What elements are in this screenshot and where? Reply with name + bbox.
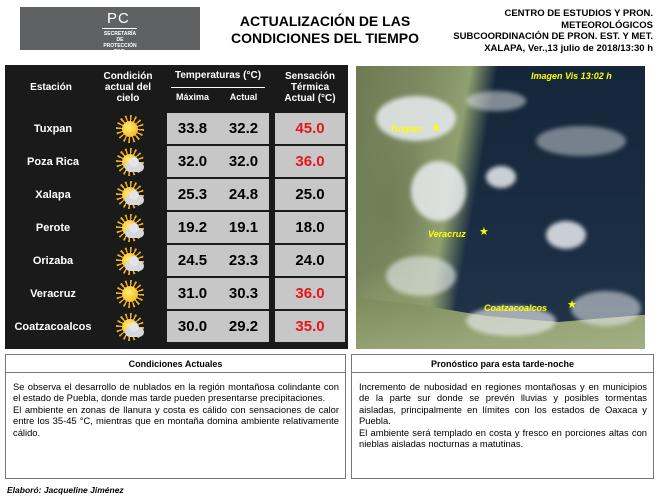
map-label-coatzacoalcos: Coatzacoalcos [484, 303, 548, 313]
max-temp: 24.5 [167, 245, 218, 276]
logo-mark: PC [107, 10, 130, 27]
actual-temp: 24.8 [218, 179, 269, 210]
actual-temp: 23.3 [218, 245, 269, 276]
table-row [5, 179, 348, 212]
table-row [5, 113, 348, 146]
cloud-patch [466, 91, 526, 111]
actual-temp: 32.0 [218, 146, 269, 177]
partly-cloudy-icon [116, 247, 144, 275]
cloud-patch [411, 161, 466, 221]
station-name: Perote [9, 212, 97, 243]
actual-temp: 32.2 [218, 113, 269, 144]
map-label-tuxpan: Tuxpan [390, 124, 422, 134]
cloud-patch [386, 256, 456, 296]
author-credit: Elaboró: Jacqueline Jiménez [7, 485, 124, 495]
title-line-2: CONDICIONES DEL TIEMPO [231, 30, 419, 46]
forecast-heading: Pronóstico para esta tarde-noche [352, 355, 653, 373]
star-icon: ★ [479, 226, 489, 238]
org-line-3: SUBCOORDINACIÓN DE PRON. EST. Y MET. [453, 31, 653, 42]
org-line-1: CENTRO DE ESTUDIOS Y PRON. [504, 8, 653, 19]
partly-cloudy-icon [116, 148, 144, 176]
forecast-body [352, 373, 653, 449]
sensation-temp: 35.0 [275, 311, 345, 342]
table-row [5, 245, 348, 278]
actual-temp: 30.3 [218, 278, 269, 309]
actual-temp: 29.2 [218, 311, 269, 342]
organization-block [413, 8, 653, 54]
header-sky: Condición actual del cielo [103, 71, 153, 104]
map-label-veracruz: Veracruz [428, 229, 466, 239]
sunny-icon [116, 280, 144, 308]
sunny-icon [116, 115, 144, 143]
forecast-panel [351, 354, 654, 479]
header-sensation: Sensación Térmica Actual (°C) [284, 71, 336, 104]
max-temp: 19.2 [167, 212, 218, 243]
cloud-patch [546, 221, 586, 249]
sky-cell [101, 311, 159, 342]
station-name: Xalapa [9, 179, 97, 210]
org-line-4: XALAPA, Ver.,13 julio de 2018/13:30 h [484, 42, 653, 54]
current-conditions-p1: Se observa el desarrollo de nublados en la región montañosa colindante con el estado de Puebla, donde mas tarde pueden presentarse precipitaciones. [13, 381, 339, 404]
weather-table [5, 65, 348, 349]
max-temp: 31.0 [167, 278, 218, 309]
station-name: Poza Rica [9, 146, 97, 177]
logo [20, 7, 200, 55]
partly-cloudy-icon [116, 313, 144, 341]
sky-cell [101, 113, 159, 144]
satellite-image [356, 66, 645, 349]
star-icon: ★ [431, 122, 441, 134]
sensation-temp: 25.0 [275, 179, 345, 210]
station-name: Orizaba [9, 245, 97, 276]
sensation-temp: 45.0 [275, 113, 345, 144]
logo-divider [102, 28, 137, 29]
forecast-p2: El ambiente será templado en costa y fresco en porciones altas con nieblas aisladas nocturnas a matutinas. [359, 426, 647, 450]
sky-cell [101, 245, 159, 276]
current-conditions-heading: Condiciones Actuales [6, 355, 345, 373]
title-line-1: ACTUALIZACIÓN DE LAS [239, 13, 411, 29]
current-conditions-panel [5, 354, 346, 479]
table-row [5, 212, 348, 245]
cloud-patch [536, 126, 626, 156]
star-icon: ★ [567, 299, 577, 311]
table-row [5, 278, 348, 311]
sky-cell [101, 146, 159, 177]
sensation-temp: 36.0 [275, 278, 345, 309]
station-name: Veracruz [9, 278, 97, 309]
max-temp: 25.3 [167, 179, 218, 210]
table-row [5, 311, 348, 344]
map-caption: Imagen Vis 13:02 h [531, 71, 612, 81]
sky-cell [101, 179, 159, 210]
logo-subtitle: SECRETARÍA DE PROTECCIÓN CIVIL [103, 31, 137, 55]
max-temp: 30.0 [167, 311, 218, 342]
header-actual: Actual [229, 92, 258, 102]
page-title [225, 13, 425, 47]
header-max: Máxima [175, 92, 210, 102]
sensation-temp: 36.0 [275, 146, 345, 177]
org-line-2: METEOROLÓGICOS [561, 19, 653, 31]
max-temp: 32.0 [167, 146, 218, 177]
cloud-patch [486, 166, 516, 188]
station-name: Coatzacoalcos [9, 311, 97, 342]
actual-temp: 19.1 [218, 212, 269, 243]
partly-cloudy-icon [116, 181, 144, 209]
sensation-temp: 24.0 [275, 245, 345, 276]
header-station: Estación [30, 82, 72, 93]
sensation-temp: 18.0 [275, 212, 345, 243]
header-temperatures: Temperaturas (°C) [174, 69, 262, 81]
sky-cell [101, 278, 159, 309]
table-row [5, 146, 348, 179]
forecast-p1: Incremento de nubosidad en regiones montañosas y en municipios de la parte sur donde se prevén lluvias y posibles tormentas aisladas, principalmente en límites con los estados de Oaxaca y Puebla. [359, 381, 647, 427]
cloud-patch [376, 96, 456, 141]
current-conditions-p2: El ambiente en zonas de llanura y costa es cálido con sensaciones de calor entre los 35-45 °C, mientras que en montaña domina ambiente relativamente cálido. [13, 403, 339, 438]
max-temp: 33.8 [167, 113, 218, 144]
cloud-patch [571, 291, 641, 326]
current-conditions-body [6, 373, 345, 438]
partly-cloudy-icon [116, 214, 144, 242]
station-name: Tuxpan [9, 113, 97, 144]
sky-cell [101, 212, 159, 243]
